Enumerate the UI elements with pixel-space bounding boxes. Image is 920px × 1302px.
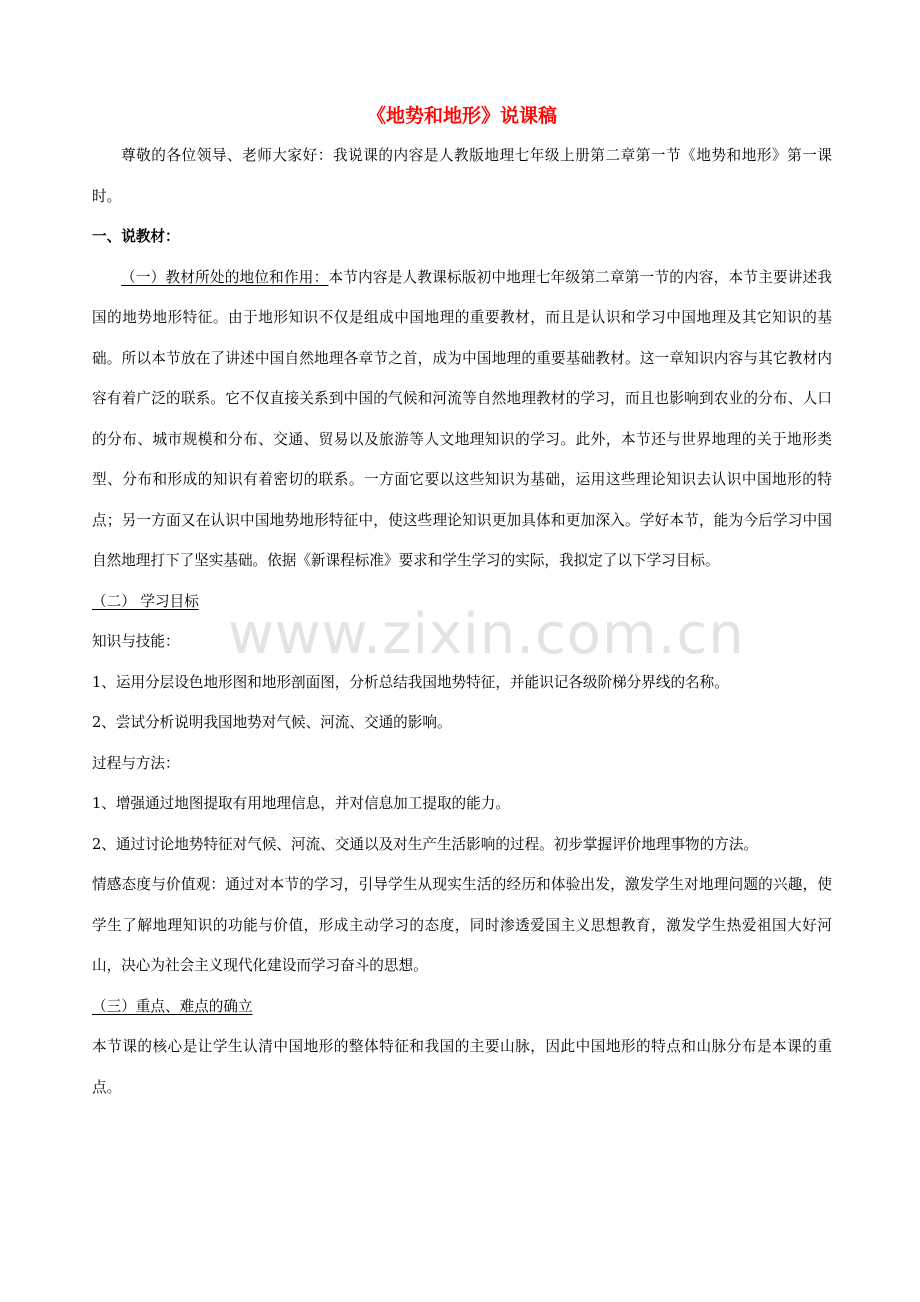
document-title: 《地势和地形》说课稿 — [366, 105, 557, 127]
process-item: 1、增强通过地图提取有用地理信息，并对信息加工提取的能力。 — [92, 795, 510, 812]
subsection-goals — [92, 582, 832, 623]
position-role-paragraph — [92, 258, 832, 582]
subsection-key-points — [92, 987, 832, 1028]
document-page — [92, 96, 832, 1108]
watermark: www.zixin.com.cn — [228, 602, 745, 667]
subsection-label-key-points: （三）重点、难点的确立 — [92, 997, 253, 1015]
process-methods-label: 过程与方法： — [92, 754, 180, 772]
subsection-label-goals: （二） 学习目标 — [92, 592, 199, 610]
knowledge-skills-label: 知识与技能： — [92, 633, 180, 650]
key-points-paragraph: 本节课的核心是让学生认清中国地形的整体特征和我国的主要山脉，因此中国地形的特点和山脉分布是本课的重点。 — [92, 1038, 832, 1096]
emotion-values-paragraph: 情感态度与价值观：通过对本节的学习，引导学生从现实生活的经历和体验出发，激发学生对地理问题的兴趣，使学生了解地理知识的功能与价值，形成主动学习的态度，同时渗透爱国主义思想教育，激发学生热爱祖国大好河山，决心为社会主义现代化建设而学习奋斗的思想。 — [92, 876, 832, 974]
position-role-text: 本节内容是人教课标版初中地理七年级第二章第一节的内容，本节主要讲述我国的地势地形特征。由于地形知识不仅是组成中国地理的重要教材，而且是认识和学习中国地理及其它知识的基础。所以本节放在了讲述中国自然地理各章节之首，成为中国地理的重要基础教材。这一章知识内容与其它教材内容有着广泛的联系。它不仅直接关系到中国的气候和河流等自然地理教材的学习，而且也影响到农业的分布、人口的分布、城市规模和分布、交通、贸易以及旅游等人文地理知识的学习。此外，本节还与世界地理的关于地形类型、分布和形成的知识有着密切的联系。一方面它要以这些知识为基础，运用这些理论知识去认识中国地形的特点；另一方面又在认识中国地势地形特征中，使这些理论知识更加具体和更加深入。学好本节，能为今后学习中国自然地理打下了坚实基础。依据《新课程标准》要求和学生学习的实际，我拟定了以下学习目标。 — [92, 268, 832, 569]
intro-paragraph: 尊敬的各位领导、老师大家好：我说课的内容是人教版地理七年级上册第二章第一节《地势和地形》第一课时。 — [92, 147, 832, 205]
knowledge-item: 2、尝试分析说明我国地势对气候、河流、交通的影响。 — [92, 714, 452, 731]
section-heading-textbook: 一、说教材： — [92, 228, 180, 245]
process-item: 2、通过讨论地势特征对气候、河流、交通以及对生产生活影响的过程。初步掌握评价地理事物的方法。 — [92, 835, 759, 853]
subsection-label-position: （一）教材所处的地位和作用： — [121, 268, 329, 286]
knowledge-item: 1、运用分层设色地形图和地形剖面图，分析总结我国地势特征，并能识记各级阶梯分界线的名称。 — [92, 673, 729, 691]
